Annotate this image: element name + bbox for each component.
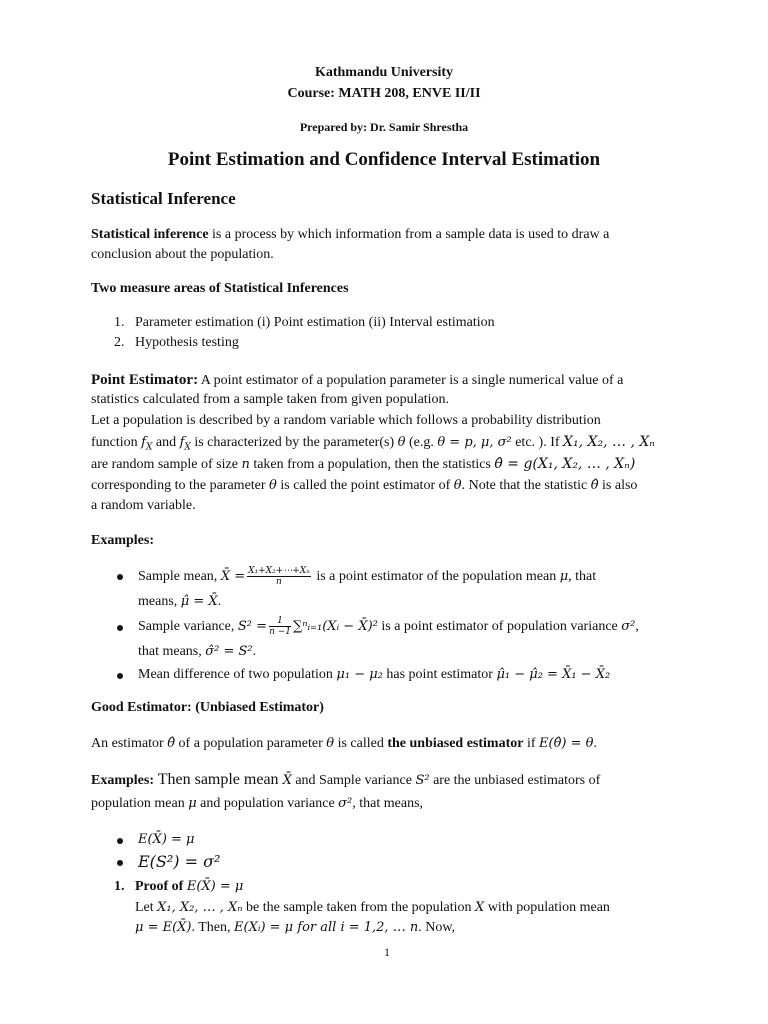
university-name: Kathmandu University [314,65,454,80]
text: etc. ). If [511,435,564,450]
text: . [217,594,222,609]
section-heading-statistical-inference: Statistical Inference [91,189,236,208]
text: of a population parameter [175,736,327,751]
math: θ = p, μ, σ² [437,435,512,450]
text: has point estimator [382,667,497,682]
math: X̄ [282,773,292,788]
math: μ̂₁ − μ̂₂ = X̄₁ − X̄₂ [496,667,611,682]
text: are the unbiased estimators of [429,773,601,788]
math-f: f [179,435,185,450]
text: Proof of [135,879,187,894]
text: , that means, [352,796,424,811]
example-sample-variance [138,616,639,638]
text: (e.g. [405,435,438,450]
text: is characterized by the parameter(s) [190,435,398,450]
examples-heading: Examples: [91,533,154,548]
list-item [114,313,495,333]
examples-label: Examples: [91,773,154,788]
text: A point estimator of a population parameter is a single numerical value of a [198,373,624,388]
math: X₁, X₂, … , Xₙ [157,900,243,915]
math: σ̂² = S² [205,644,253,659]
prepared-by: Prepared by: Dr. Samir Shrestha [299,120,469,134]
good-estimator-heading: Good Estimator: (Unbiased Estimator) [91,700,324,715]
list-text: Parameter estimation (i) Point estimation (ii) Interval estimation [135,315,495,330]
point-estimator-line6 [91,476,637,496]
text: Then sample mean [154,771,283,788]
math: θ [326,736,335,751]
point-estimator-line1 [91,370,623,391]
math: S² = [237,619,268,634]
text: and population variance [196,796,339,811]
text: is also [598,478,638,493]
proof-title [135,877,243,897]
fraction-numerator: X₁+X₂+⋯+Xₙ [248,566,310,577]
math: μ₁ − μ₂ [336,667,383,682]
list-number: 1. [114,879,125,894]
fraction-denominator: n −1 [269,627,291,638]
course-line: Course: MATH 208, ENVE II/II [287,86,481,101]
math: E(Xᵢ) = μ for all i = 1,2, … n [234,920,419,935]
unbiased-mean-formula: E(X̄) = μ [138,832,195,847]
unbiased-definition [91,734,597,754]
list-number: 1. [114,315,125,330]
text: . [252,644,257,659]
point-estimator-line5 [91,454,635,475]
math: θ̂ = g(X₁, X₂, … , Xₙ) [494,456,636,472]
list-text: Hypothesis testing [135,335,239,350]
bold-term: the unbiased estimator [387,736,524,751]
math: θ [269,478,277,493]
point-estimator-line3: Let a population is described by a random variable which follows a probability distribution [91,413,601,428]
bullet-dot [117,860,123,866]
document-title: Point Estimation and Confidence Interval Estimation [167,149,601,170]
bullet-dot [117,625,123,631]
text: taken from a population, then the statistics [249,457,495,472]
text: , that [568,569,597,584]
text: corresponding to the parameter [91,478,270,493]
math: θ̂ [590,478,599,493]
examples2-line1 [91,770,600,791]
areas-heading: Two measure areas of Statistical Inferences [91,281,349,296]
math: θ [397,435,406,450]
math: n [241,457,250,472]
text: is a point estimator of population variance [377,619,622,634]
text: . [593,736,597,751]
text: with population mean [484,900,610,915]
math: X [475,900,485,915]
example-sample-mean-cont [138,592,221,612]
math: μ̂ = X̄ [180,594,218,609]
math: X̄ = [220,569,246,584]
text: if [523,736,540,751]
math-f: f [141,435,146,450]
fraction-denominator: n [276,577,282,588]
math: X₁, X₂, … , Xₙ [563,434,655,450]
text: population mean [91,796,189,811]
list-item [114,333,239,353]
math [141,435,153,453]
math-sub: X [145,442,153,453]
text: means, [138,594,181,609]
text: Sample mean, [138,569,221,584]
text: be the sample taken from the population [242,900,476,915]
definition-text: is a process by which information from a sample data is used to draw a [208,227,610,242]
text: is called the point estimator of [276,478,454,493]
text: Sample variance, [138,619,238,634]
definition-term: Statistical inference [91,227,209,242]
text: . Now, [418,920,456,935]
math: E(X̄) = μ [186,879,244,894]
text: and [152,435,180,450]
text: function [91,435,142,450]
math: S² [415,773,430,788]
example-sample-mean [138,566,596,588]
text: Mean difference of two population [138,667,337,682]
example-sample-variance-cont [138,642,256,662]
math: μ [188,796,197,811]
math: μ [559,569,569,584]
list-number: 2. [114,335,125,350]
math: σ² [621,619,636,634]
text: . Note that the statistic [461,478,591,493]
bullet-dot [117,574,123,580]
point-estimator-line7: a random variable. [91,498,196,513]
point-estimator-line2: statistics calculated from a sample taken from given population. [91,392,450,407]
text: that means, [138,644,206,659]
math: μ = E(X̄) [135,920,192,935]
examples2-line2 [91,794,423,814]
math: θ̂ [167,736,176,751]
proof-line1 [135,898,610,918]
proof-line2 [135,918,455,938]
proof-heading [114,877,244,897]
text: are random sample of size [91,457,242,472]
math-sub: X [184,442,191,453]
math: ∑ⁿᵢ₌₁(Xᵢ − X̄)² [293,619,378,634]
fraction [247,566,311,587]
math: θ [453,478,462,493]
fraction [269,616,291,637]
point-estimator-term: Point Estimator: [91,372,199,388]
example-mean-difference [138,665,610,685]
math [179,435,191,453]
math: σ² [338,796,353,811]
text: An estimator [91,736,168,751]
text: and Sample variance [291,773,416,788]
math: E(θ̂) = θ [539,736,594,751]
unbiased-variance-formula: E(S²) = σ² [138,852,221,871]
fraction-numerator: 1 [269,616,291,627]
bullet-dot [117,838,123,844]
text: is a point estimator of the population mean [312,569,560,584]
definition-text-line2: conclusion about the population. [91,247,274,262]
text: , [635,619,639,634]
page-number: 1 [384,945,390,959]
text: is called [334,736,388,751]
definition-paragraph [91,225,609,245]
bullet-dot [117,673,123,679]
text: . Then, [191,920,235,935]
text: Let [135,900,158,915]
